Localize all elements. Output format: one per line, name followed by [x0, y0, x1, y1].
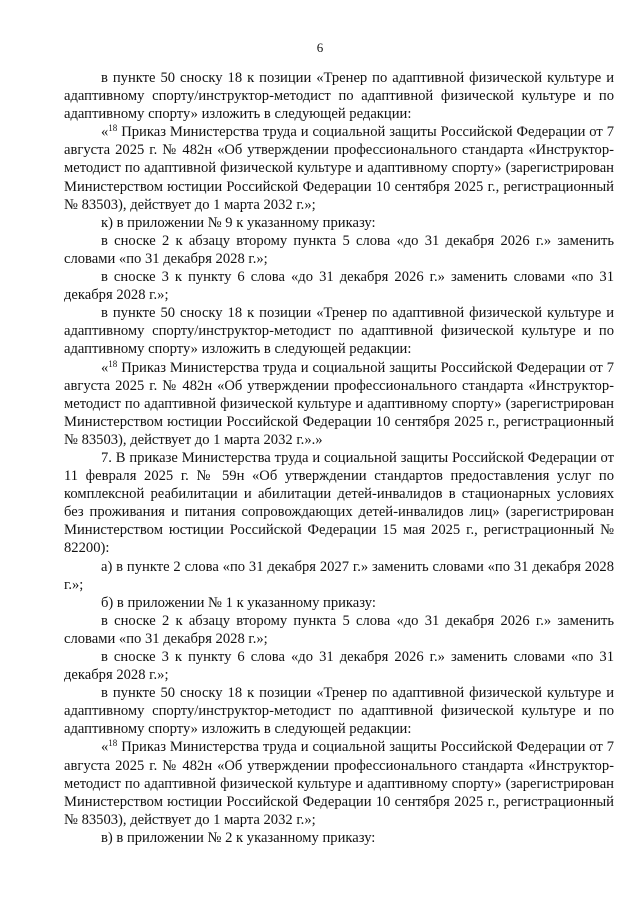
- paragraph-text: в пункте 50 сноску 18 к позиции «Тренер по адаптивной физической культуре и адаптивному спорту/инструктор-методист по адаптивной физической культуре и по адаптивному спорту» изложить в следующей редакции:: [64, 685, 614, 738]
- footnote-quote-paragraph: [64, 123, 614, 213]
- paragraph: [64, 69, 614, 123]
- paragraph-text: в) в приложении № 2 к указанному приказу:: [101, 829, 376, 846]
- paragraph: [64, 648, 614, 684]
- footnote-marker: 18: [108, 738, 118, 749]
- paragraph: [64, 594, 614, 612]
- paragraph-text: в сноске 2 к абзацу второму пункта 5 слова «до 31 декабря 2026 г.» заменить словами «по 31 декабря 2028 г.»;: [64, 612, 614, 647]
- paragraph: [64, 684, 614, 738]
- quote-mark: «: [101, 124, 109, 141]
- paragraph-text: в пункте 50 сноску 18 к позиции «Тренер по адаптивной физической культуре и адаптивному спорту/инструктор-методист по адаптивной физической культуре и по адаптивному спорту» изложить в следующей редакции:: [64, 70, 614, 123]
- paragraph-text: а) в пункте 2 слова «по 31 декабря 2027 г.» заменить словами «по 31 декабря 2028 г.»;: [64, 558, 614, 593]
- paragraph-text: Приказ Министерства труда и социальной защиты Российской Федерации от 7 августа 2025 г. № 482н «Об утверждении профессионального стандарта «Инструктор-методист по адаптивной физической культуре и адаптивному спорту» (зарегистрирован Министерством юстиции Российской Федерации 10 сентября 2025 г., регистрационный № 83503), действует до 1 марта 2032 г.»;: [64, 124, 614, 213]
- paragraph-text: в сноске 3 к пункту 6 слова «до 31 декабря 2026 г.» заменить словами «по 31 декабря 2028 г.»;: [64, 649, 614, 684]
- paragraph-text: в сноске 2 к абзацу второму пункта 5 слова «до 31 декабря 2026 г.» заменить словами «по 31 декабря 2028 г.»;: [64, 232, 614, 267]
- footnote-marker: 18: [108, 123, 118, 134]
- paragraph: [64, 829, 614, 847]
- footnote-marker: 18: [108, 358, 118, 369]
- paragraph: [64, 232, 614, 268]
- paragraph: [64, 558, 614, 594]
- document-body: [64, 69, 614, 847]
- quote-mark: «: [101, 739, 109, 756]
- paragraph-text: б) в приложении № 1 к указанному приказу:: [101, 594, 376, 611]
- paragraph: [64, 449, 614, 558]
- footnote-quote-paragraph: [64, 359, 614, 449]
- footnote-quote-paragraph: [64, 738, 614, 828]
- page-number: 6: [316, 40, 324, 55]
- paragraph-text: к) в приложении № 9 к указанному приказу:: [101, 214, 376, 231]
- paragraph-text: 7. В приказе Министерства труда и социальной защиты Российской Федерации от 11 февраля 2025 г. № 59н «Об утверждении стандартов предоставления услуг по комплексной реабилитации и абилитации детей-инвалидов в стационарных условиях без проживания и питания сопровождающих детей-инвалидов лиц» (зарегистрирован Министерством юстиции Российской Федерации 15 мая 2025 г., регистрационный № 82200):: [64, 449, 614, 557]
- paragraph-text: в сноске 3 к пункту 6 слова «до 31 декабря 2026 г.» заменить словами «по 31 декабря 2028 г.»;: [64, 269, 614, 304]
- paragraph-text: Приказ Министерства труда и социальной защиты Российской Федерации от 7 августа 2025 г. № 482н «Об утверждении профессионального стандарта «Инструктор-методист по адаптивной физической культуре и адаптивному спорту» (зарегистрирован Министерством юстиции Российской Федерации 10 сентября 2025 г., регистрационный № 83503), действует до 1 марта 2032 г.».»: [64, 359, 614, 448]
- paragraph: [64, 612, 614, 648]
- paragraph-text: Приказ Министерства труда и социальной защиты Российской Федерации от 7 августа 2025 г. № 482н «Об утверждении профессионального стандарта «Инструктор-методист по адаптивной физической культуре и адаптивному спорту» (зарегистрирован Министерством юстиции Российской Федерации 10 сентября 2025 г., регистрационный № 83503), действует до 1 марта 2032 г.»;: [64, 739, 614, 828]
- quote-mark: «: [101, 359, 109, 376]
- paragraph: [64, 214, 614, 232]
- paragraph: [64, 268, 614, 304]
- paragraph: [64, 304, 614, 358]
- paragraph-text: в пункте 50 сноску 18 к позиции «Тренер по адаптивной физической культуре и адаптивному спорту/инструктор-методист по адаптивной физической культуре и по адаптивному спорту» изложить в следующей редакции:: [64, 305, 614, 358]
